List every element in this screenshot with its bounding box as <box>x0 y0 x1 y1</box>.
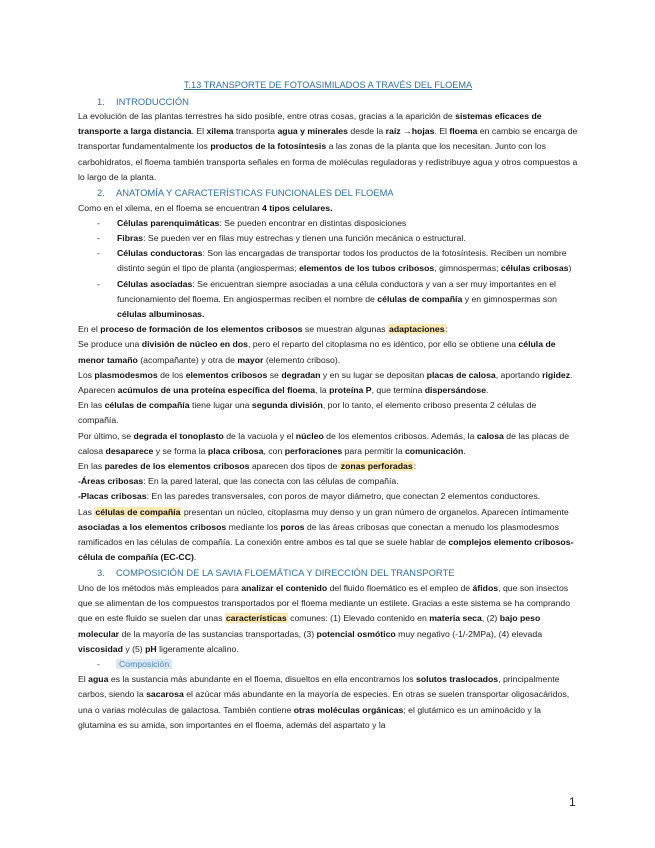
list-item <box>78 246 578 276</box>
bullet-dash: - <box>97 217 100 228</box>
bullet-dash: - <box>97 278 100 289</box>
list-item <box>78 216 578 231</box>
paragraph: En las células de compañía tiene lugar una segunda división, por lo tanto, el elemento criboso presenta 2 células de compañía. <box>78 400 537 426</box>
section-number: 1. <box>97 95 105 107</box>
section-heading-anatomia <box>78 185 578 201</box>
section-heading-introduccion <box>78 94 578 110</box>
paragraph: En las paredes de los elementos cribosos aparecen dos tipos de zonas perforadas: <box>78 460 417 471</box>
bullet-dash: - <box>97 248 100 259</box>
list-item-text: Fibras: Se pueden ver en filas muy estrechas y tienen una función mecánica o estructural. <box>117 232 466 243</box>
paragraph: Los plasmodesmos de los elementos cribosos se degradan y en su lugar se depositan placas de calosa, aportando rigidez. <box>78 369 573 380</box>
section-title: INTRODUCCIÓN <box>116 95 189 107</box>
paragraph: Por último, se degrada el tonoplasto de la vacuola y el núcleo de los elementos cribosos. Además, la calosa de las placas de calosa desaparece y se forma la placa cribosa, con perforaciones para permitir la comunicación. <box>78 430 570 456</box>
subsection-heading-composicion <box>78 657 578 672</box>
section-number: 3. <box>97 567 105 579</box>
bullet-dash: - <box>97 232 100 243</box>
page-content <box>78 78 578 733</box>
paragraph: La evolución de las plantas terrestres ha sido posible, entre otras cosas, gracias a la aparición de sistemas eficaces de transporte a larga distancia. El xilema transporta agua y minerales desde la raíz →hojas. El floema en cambio se encarga de transportar fundamentalmente los productos de la fotosíntesis a las zonas de la planta que los necesitan. Junto con los carbohidratos, el floema también transporta señales en forma de moléculas reguladoras y redistribuye agua y otros compuestos a lo largo de la planta. <box>78 111 578 182</box>
paragraph: Aparecen acúmulos de una proteína específica del floema, la proteína P, que termina dispersándose. <box>78 384 489 395</box>
subsection-dash: - <box>97 658 100 669</box>
paragraph: -Áreas cribosas: En la pared lateral, que las conecta con las células de compañía. <box>78 476 399 487</box>
paragraph: Las células de compañía presentan un núcleo, citoplasma muy denso y un gran número de organelos. Aparecen íntimamente asociadas a los elementos cribosos mediante los poros de las áreas cribosas que conectan a menudo los plasmodesmos ramificados en las células de compañía. La conexión entre ambos es tal que se suele hablar de complejos elemento cribosos-célula de compañía (EC-CC). <box>78 506 574 563</box>
subsection-title: Composición <box>116 659 172 669</box>
paragraph: El agua es la sustancia más abundante en el floema, disueltos en ella encontramos los solutos traslocados, principalmente carbos, siendo la sacarosa el azúcar más abundante en la mayoría de especies. En otras se suelen transportar oligosacáridos, una o varias moléculas de galactosa. También contiene otras moléculas orgánicas; el glutámico es un aminoácido y la glutamina es su amida, son importantes en el floema, además del aspartato y la <box>78 674 570 730</box>
list-item-text: Células conductoras: Son las encargadas de transportar todos los productos de la fotosíntesis. Reciben un nombre distinto según el tipo de planta (angiospermas; elementos de los tubos cribosos, gimnospermas; células cribosas) <box>117 248 572 274</box>
list-item-text: Células asociadas: Se encuentran siempre asociadas a una célula conductora y van a ser muy importantes en el funcionamiento del floema. En angiospermas reciben el nombre de células de compañía y en gimnospermas son células albuminosas. <box>117 278 557 319</box>
list-item <box>78 277 578 323</box>
section-number: 2. <box>97 187 105 199</box>
section-heading-composicion-savia <box>78 565 578 581</box>
paragraph: -Placas cribosas: En las paredes transversales, con poros de mayor diámetro, que conectan 2 elementos conductores. <box>78 491 541 502</box>
section-title: COMPOSICIÓN DE LA SAVIA FLOEMÁTICA Y DIRECCIÓN DEL TRANSPORTE <box>116 567 455 579</box>
document-title: T.13 TRANSPORTE DE FOTOASIMILADOS A TRAVÉS DEL FLOEMA <box>183 80 473 90</box>
page-number: 1 <box>569 795 576 809</box>
cell-types-list <box>78 216 578 322</box>
list-item <box>78 231 578 246</box>
paragraph: Uno de los métodos más empleados para analizar el contenido del fluido floemático es el empleo de áfidos, que son insectos que se alimentan de los compuestos transportados por el floema mediante un estilete. Gracias a este sistema se ha comprando que en este fluido se suelen dar unas características comunes: (1) Elevado contenido en materia seca, (2) bajo peso molecular de la mayoría de las sustancias transportadas, (3) potencial osmótico muy negativo (-1/-2MPa), (4) elevada viscosidad y (5) pH ligeramente alcalino. <box>78 582 571 654</box>
paragraph: Se produce una división de núcleo en dos, pero el reparto del citoplasma no es idéntico, por ello se obtiene una célula de menor tamaño (acompañante) y otra de mayor (elemento criboso). <box>78 339 556 365</box>
list-item-text: Células parenquimáticas: Se pueden encontrar en distintas disposiciones <box>117 217 407 228</box>
section-title: ANATOMÍA Y CARACTERÍSTICAS FUNCIONALES DEL FLOEMA <box>116 187 394 199</box>
paragraph: Como en el xilema, en el floema se encuentran 4 tipos celulares. <box>78 202 333 213</box>
paragraph: En el proceso de formación de los elementos cribosos se muestran algunas adaptaciones: <box>78 324 448 335</box>
